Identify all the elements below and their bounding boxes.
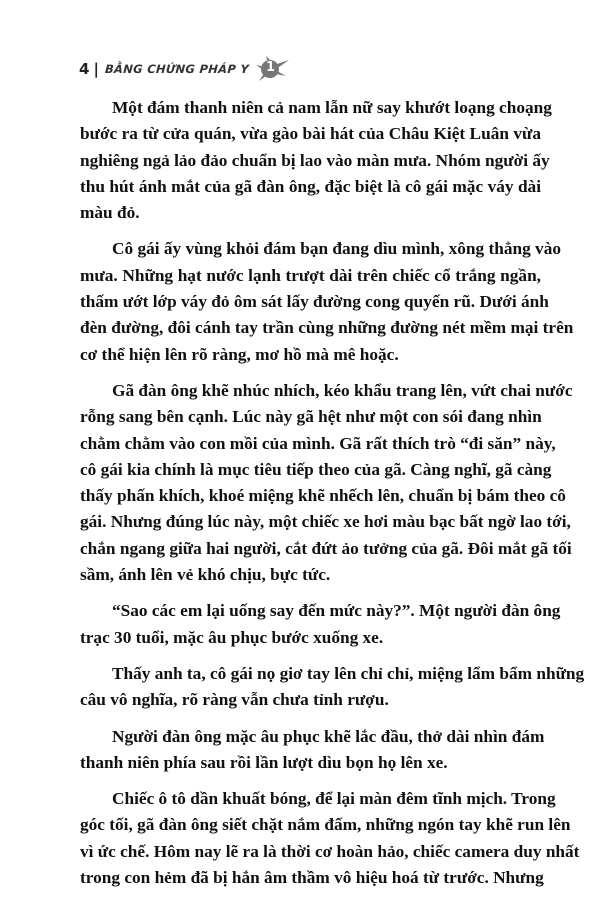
text-line: trạc 30 tuổi, mặc âu phục bước xuống xe. <box>80 627 384 647</box>
text-line: màu đỏ. <box>80 203 140 223</box>
text-line: “Sao các em lại uống say đến mức này?”. Một người đàn ông <box>112 601 561 621</box>
paragraph <box>80 724 545 777</box>
text-line: cơ thể hiện lên rõ ràng, mơ hồ mà mê hoặc. <box>80 344 399 364</box>
text-line: bước ra từ cửa quán, vừa gào bài hát của Châu Kiệt Luân vừa <box>80 124 541 144</box>
text-line: thấy phấn khích, khoé miệng khẽ nhếch lên, chuẩn bị bám theo cô <box>80 486 566 506</box>
text-line: Gã đàn ông khẽ nhúc nhích, kéo khẩu trang lên, vứt chai nước <box>112 380 573 400</box>
text-line: chằm chằm vào con mồi của mình. Gã rất thích trò “đi săn” này, <box>80 433 556 453</box>
page-body <box>80 95 585 901</box>
text-line: vì ức chế. Hôm nay lẽ ra là thời cơ hoàn hảo, chiếc camera duy nhất <box>80 841 580 861</box>
text-line: Thấy anh ta, cô gái nọ giơ tay lên chỉ chỉ, miệng lẩm bẩm những <box>112 663 585 683</box>
text-line: góc tối, gã đàn ông siết chặt nắm đấm, những ngón tay khẽ run lên <box>80 815 571 835</box>
paragraph <box>80 598 561 651</box>
text-line: trong con hẻm đã bị hắn âm thầm vô hiệu hoá từ trước. Nhưng <box>80 868 544 888</box>
text-line: thanh niên phía sau rồi lần lượt dìu bọn họ lên xe. <box>80 752 448 772</box>
page-number: 4 <box>79 60 90 78</box>
text-line: gái. Nhưng đúng lúc này, một chiếc xe hơi màu bạc bất ngờ lao tới, <box>80 512 571 532</box>
paragraph <box>80 378 573 588</box>
running-header <box>79 58 291 80</box>
text-line: Một đám thanh niên cả nam lẫn nữ say khướt loạng choạng <box>112 98 552 117</box>
text-line: nghiêng ngả lảo đảo chuẩn bị lao vào màn mưa. Nhóm người ấy <box>80 150 550 170</box>
book-title: BẰNG CHỨNG PHÁP Y <box>104 62 250 76</box>
text-line: thu hút ánh mắt của gã đàn ông, đặc biệt là cô gái mặc váy dài <box>80 176 541 196</box>
paragraph <box>80 786 580 891</box>
text-line: chắn ngang giữa hai người, cắt đứt ảo tưởng của gã. Đôi mắt gã tối <box>80 538 572 558</box>
header-separator: | <box>93 60 99 78</box>
paragraph <box>80 661 585 714</box>
text-line: thấm ướt lớp váy đỏ ôm sát lấy đường cong quyến rũ. Dưới ánh <box>80 292 549 312</box>
text-line: cô gái kia chính là mục tiêu tiếp theo của gã. Càng nghĩ, gã càng <box>80 459 552 479</box>
volume-badge <box>255 56 291 82</box>
text-line: Người đàn ông mặc âu phục khẽ lắc đầu, thở dài nhìn đám <box>112 726 545 746</box>
paragraph <box>80 95 552 226</box>
text-line: Cô gái ấy vùng khỏi đám bạn đang dìu mình, xông thẳng vào <box>112 239 561 259</box>
text-line: đèn đường, đôi cánh tay trần cùng những đường nét mềm mại trên <box>80 318 574 338</box>
text-line: Chiếc ô tô dần khuất bóng, để lại màn đêm tĩnh mịch. Trong <box>112 789 556 809</box>
paragraph <box>80 236 574 367</box>
text-line: mưa. Những hạt nước lạnh trượt dài trên chiếc cổ trắng ngần, <box>80 265 541 285</box>
text-line: rỗng sang bên cạnh. Lúc này gã hệt như một con sói đang nhìn <box>80 407 542 427</box>
text-line: sầm, ánh lên vẻ khó chịu, bực tức. <box>80 565 331 585</box>
text-line: câu vô nghĩa, rõ ràng vẫn chưa tỉnh rượu. <box>80 690 389 710</box>
volume-number: 1 <box>265 60 275 75</box>
